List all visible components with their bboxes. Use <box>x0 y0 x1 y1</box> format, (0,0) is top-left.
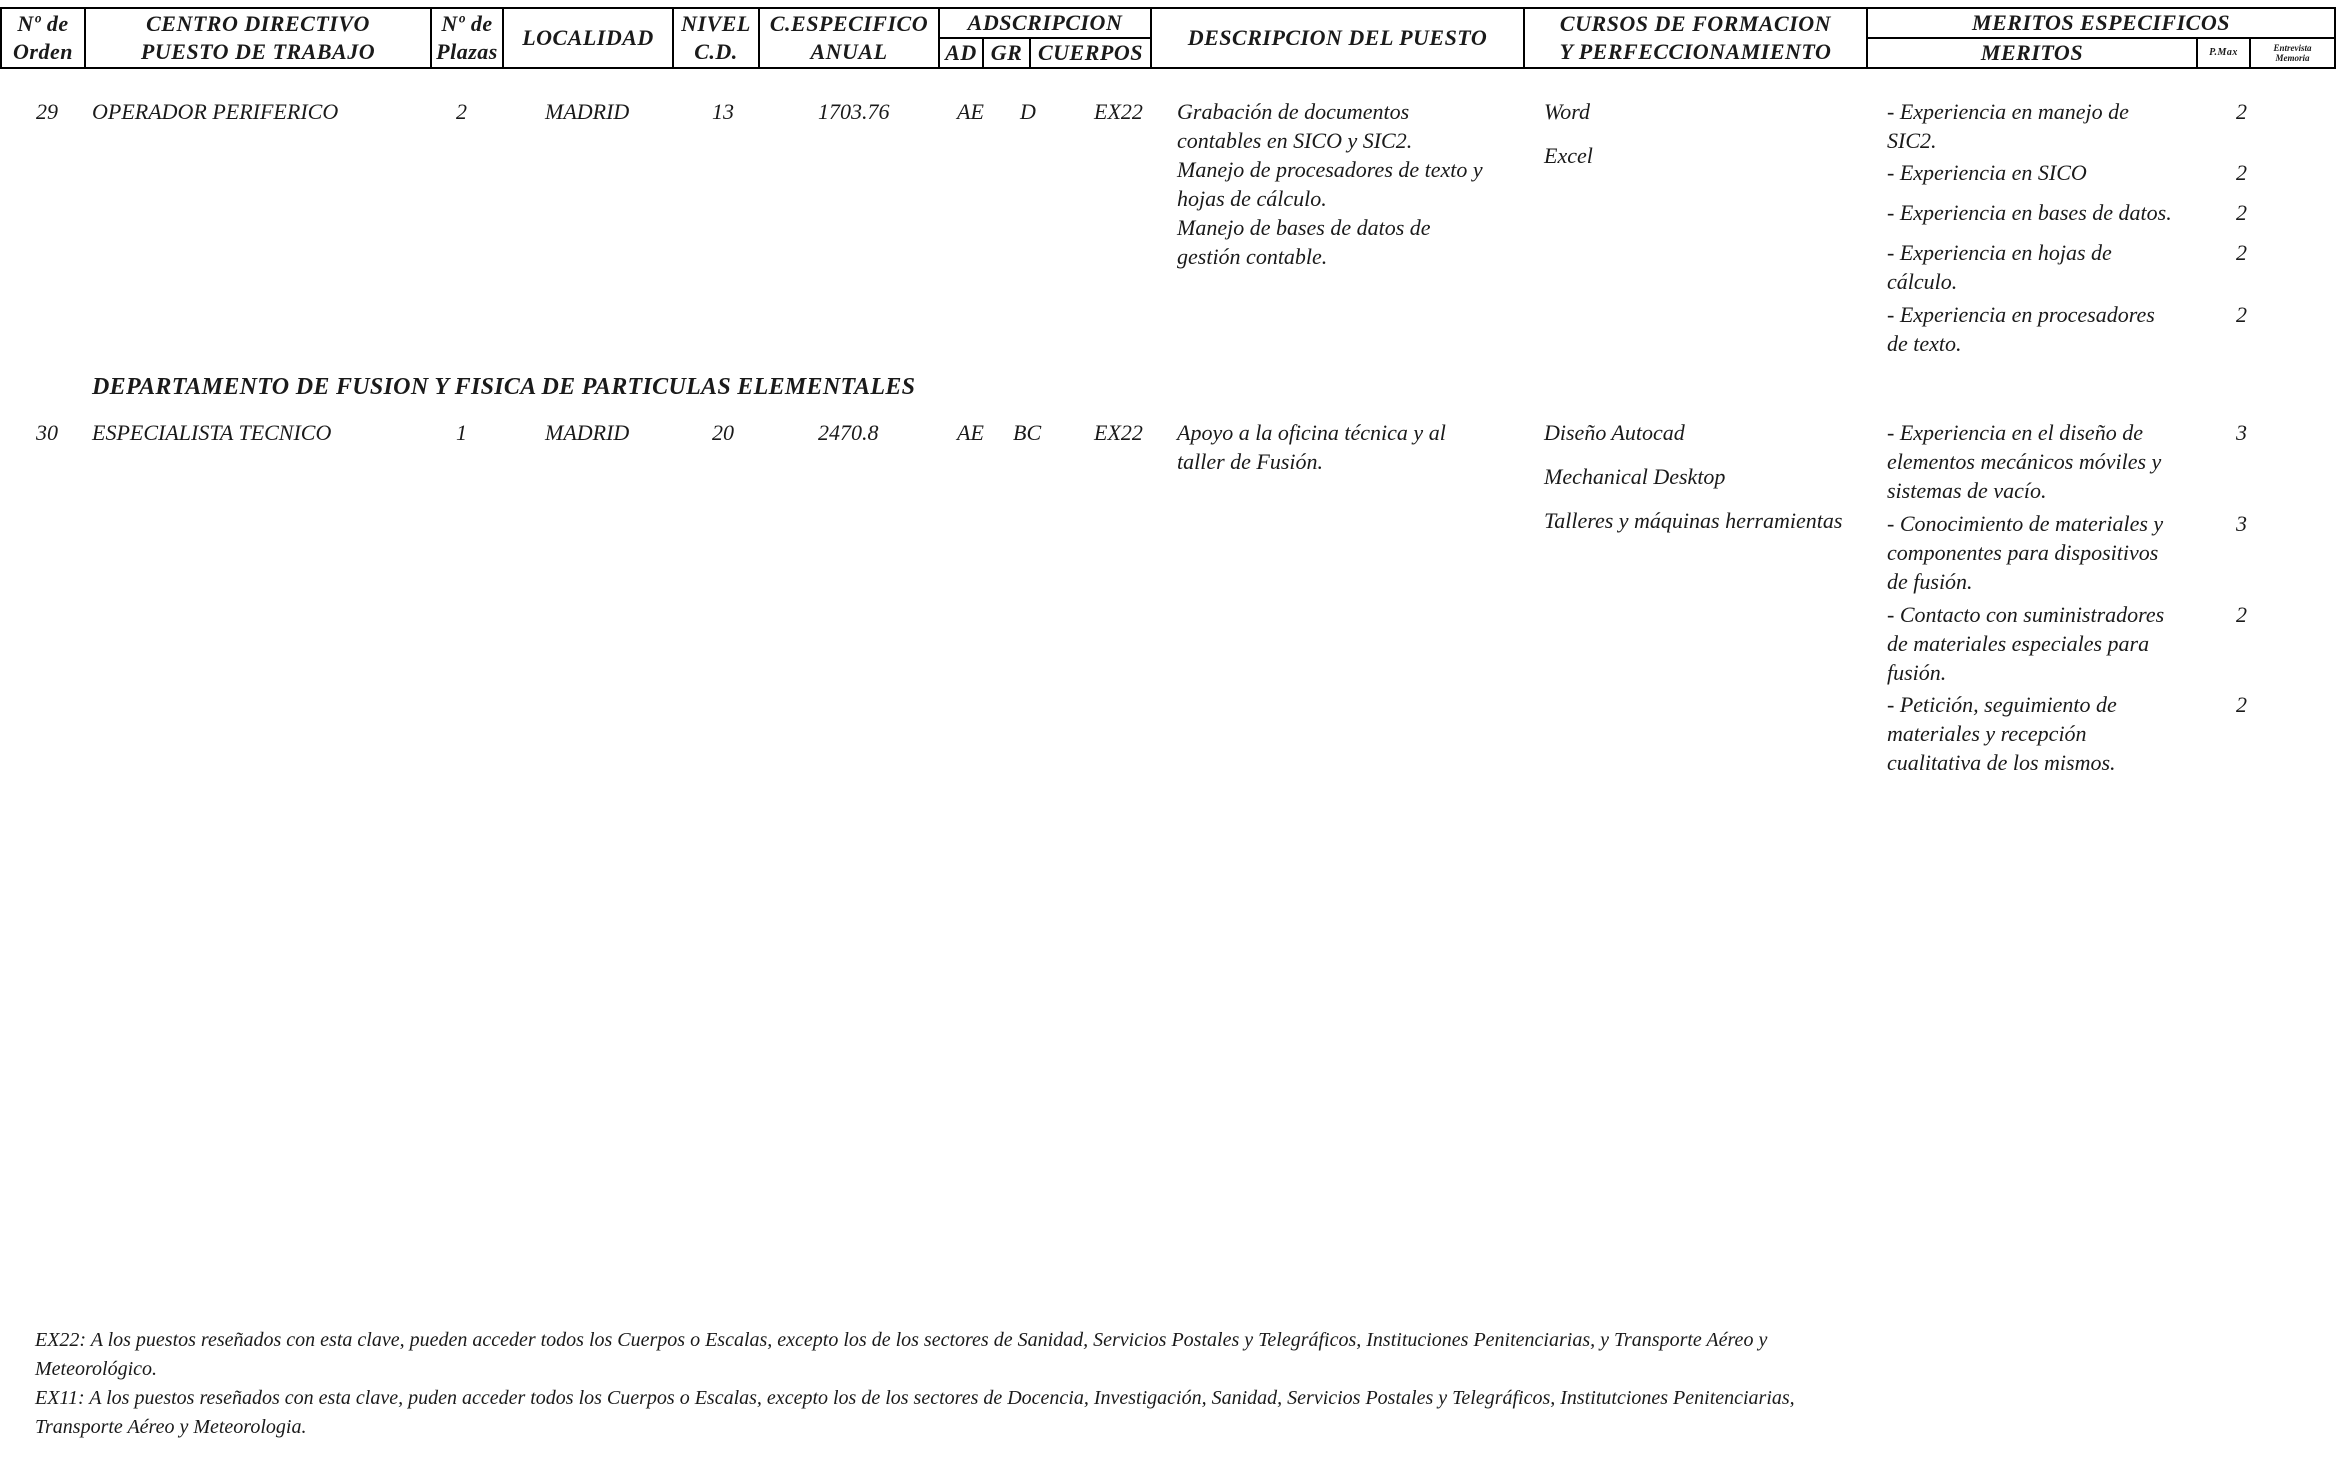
row-curso: Excel <box>1544 143 1593 168</box>
merito-item: - Experiencia en el diseño de elementos mecánicos móviles y sistemas de vacío. <box>1887 420 2162 503</box>
footnote-ex22: EX22: A los puestos reseñados con esta clave, pueden acceder todos los Cuerpos o Escalas, excepto los de los sectores de Sanidad, Servicios Postales y Telegráficos, Instituciones Penitenciarias, y Transporte Aéreo y Meteorológico. <box>35 1329 1768 1380</box>
row-curso: Diseño Autocad <box>1544 420 1685 445</box>
footnote-ex11: EX11: A los puestos reseñados con esta clave, puden acceder todos los Cuerpos o Escalas, excepto los de los sectores de Docencia, Investigación, Sanidad, Servicios Postales y Telegráficos, Institutciones Penitenciarias, Transporte Aéreo y Meteorologia. <box>35 1387 1795 1438</box>
header-pmax: P.Max <box>2197 38 2250 68</box>
row-gr: BC <box>1013 420 1042 445</box>
merito-points: 2 <box>2236 692 2247 717</box>
merito-item: - Petición, seguimiento de materiales y recepción cualitativa de los mismos. <box>1887 692 2117 775</box>
merito-points: 2 <box>2236 602 2247 627</box>
row-plazas: 1 <box>456 420 467 445</box>
merito-item: - Experiencia en procesadores de texto. <box>1887 302 2155 356</box>
row-curso: Word <box>1544 99 1591 124</box>
department-heading: DEPARTAMENTO DE FUSION Y FISICA DE PARTICULAS ELEMENTALES <box>92 374 916 400</box>
header-orden: Nº de Orden <box>1 8 85 68</box>
row-cuerpos: EX22 <box>1094 99 1143 124</box>
merito-points: 2 <box>2236 240 2247 265</box>
merito-item: - Experiencia en hojas de cálculo. <box>1887 240 2112 294</box>
header-gr: GR <box>983 38 1030 68</box>
row-especifico: 1703.76 <box>818 99 890 124</box>
merito-points: 2 <box>2236 160 2247 185</box>
header-plazas: Nº de Plazas <box>431 8 503 68</box>
merito-item: - Experiencia en manejo de SIC2. <box>1887 99 2129 153</box>
header-ad: AD <box>939 38 983 68</box>
header-cursos: CURSOS DE FORMACION Y PERFECCIONAMIENTO <box>1524 8 1867 68</box>
merito-points: 2 <box>2236 302 2247 327</box>
merito-item: - Experiencia en SICO <box>1887 160 2087 185</box>
header-meritos-especificos: MERITOS ESPECIFICOS <box>1867 8 2335 38</box>
row-localidad: MADRID <box>545 420 630 445</box>
row-gr: D <box>1020 99 1036 124</box>
header-descripcion: DESCRIPCION DEL PUESTO <box>1151 8 1524 68</box>
merito-points: 2 <box>2236 99 2247 124</box>
merito-points: 3 <box>2236 420 2247 445</box>
row-curso: Mechanical Desktop <box>1544 464 1726 489</box>
row-puesto: ESPECIALISTA TECNICO <box>92 420 332 445</box>
column-header-table <box>0 7 2336 69</box>
row-localidad: MADRID <box>545 99 630 124</box>
merito-item: - Conocimiento de materiales y componentes para dispositivos de fusión. <box>1887 511 2164 594</box>
merito-points: 2 <box>2236 200 2247 225</box>
header-entrevista: Entrevista Memoria <box>2250 38 2335 68</box>
row-orden: 30 <box>36 420 58 445</box>
header-cuerpos: CUERPOS <box>1030 38 1151 68</box>
row-puesto: OPERADOR PERIFERICO <box>92 99 339 124</box>
row-cuerpos: EX22 <box>1094 420 1143 445</box>
row-especifico: 2470.8 <box>818 420 879 445</box>
header-especifico: C.ESPECIFICO ANUAL <box>759 8 939 68</box>
header-centro-directivo: CENTRO DIRECTIVO PUESTO DE TRABAJO <box>85 8 431 68</box>
header-adscripcion: ADSCRIPCION <box>939 8 1151 38</box>
row-descripcion: Apoyo a la oficina técnica y al taller de Fusión. <box>1177 420 1446 474</box>
merito-item: - Experiencia en bases de datos. <box>1887 200 2172 225</box>
merito-item: - Contacto con suministradores de materiales especiales para fusión. <box>1887 602 2165 685</box>
row-curso: Talleres y máquinas herramientas <box>1544 508 1843 533</box>
merito-points: 3 <box>2236 511 2247 536</box>
row-plazas: 2 <box>456 99 467 124</box>
header-meritos: MERITOS <box>1867 38 2197 68</box>
row-descripcion: Grabación de documentos contables en SICO y SIC2. Manejo de procesadores de texto y hojas de cálculo. Manejo de bases de datos de gestión contable. <box>1177 99 1483 269</box>
header-localidad: LOCALIDAD <box>503 8 673 68</box>
row-nivel: 20 <box>712 420 734 445</box>
row-nivel: 13 <box>712 99 734 124</box>
header-nivel: NIVEL C.D. <box>673 8 759 68</box>
row-orden: 29 <box>36 99 58 124</box>
row-ad: AE <box>957 420 984 445</box>
row-ad: AE <box>957 99 984 124</box>
